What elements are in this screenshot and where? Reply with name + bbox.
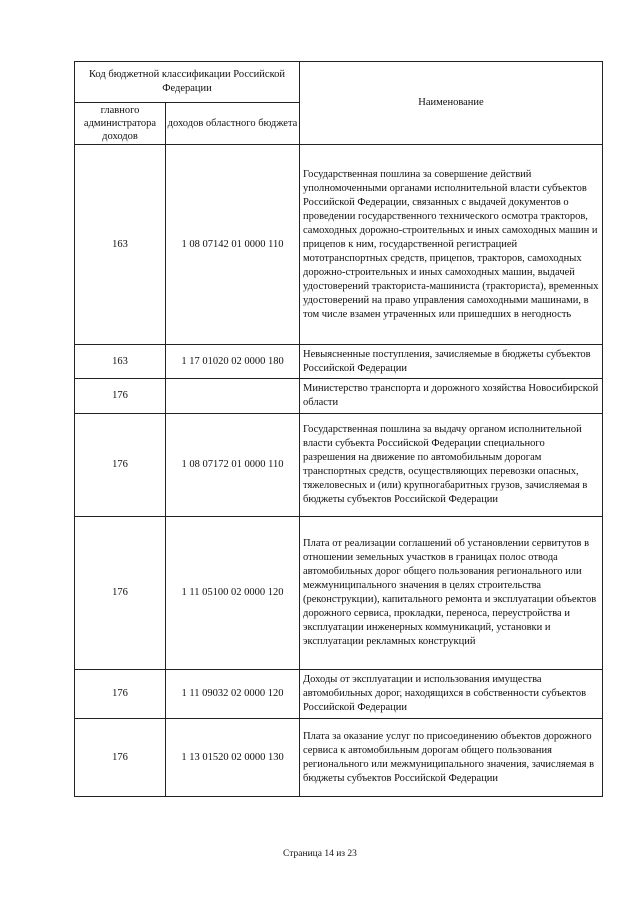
ministry-heading-cell: Министерство транспорта и дорожного хозяйства Новосибирской области (300, 379, 603, 414)
header-chief-administrator: главного администратора доходов (75, 103, 166, 145)
name-cell: Невыясненные поступления, зачисляемые в бюджеты субъектов Российской Федерации (300, 345, 603, 379)
name-cell: Доходы от эксплуатации и использования имущества автомобильных дорог, находящихся в собственности субъектов Российской Федерации (300, 670, 603, 719)
admin-code-cell: 176 (75, 414, 166, 517)
income-code-cell: 1 11 05100 02 0000 120 (166, 517, 300, 670)
admin-code-cell: 176 (75, 517, 166, 670)
header-regional-income: доходов областного бюджета (166, 103, 300, 145)
admin-code-cell: 176 (75, 719, 166, 797)
table-row (75, 719, 603, 797)
table-row (75, 379, 603, 414)
header-name: Наименование (300, 62, 603, 145)
admin-code-cell: 176 (75, 670, 166, 719)
admin-code-cell: 163 (75, 345, 166, 379)
name-cell: Государственная пошлина за совершение действий уполномоченными органами исполнительной власти субъектов Российской Федерации, связанных с выдачей документов о проведении государственного технического осмотра тракторов, самоходных дорожно-строительных и иных самоходных машин и прицепов к ним, государственной регистрацией мототранспортных средств, прицепов, тракторов, самоходных дорожно-строительных и иных самоходных машин, выдачей удостоверений тракториста-машиниста (тракториста), временных удостоверений на право управления самоходными машинами, в том числе взамен утраченных или пришедших в негодность (300, 145, 603, 345)
header-budget-code-group: Код бюджетной классификации Российской Федерации (75, 62, 300, 103)
income-code-cell: 1 11 09032 02 0000 120 (166, 670, 300, 719)
page-number: Страница 14 из 23 (283, 849, 357, 859)
table-row (75, 517, 603, 670)
income-code-cell: 1 08 07172 01 0000 110 (166, 414, 300, 517)
table-row (75, 670, 603, 719)
budget-classification-table (74, 61, 603, 797)
name-cell: Государственная пошлина за выдачу органом исполнительной власти субъекта Российской Федерации специального разрешения на движение по автомобильным дорогам транспортных средств, осуществляющих перевозки опасных, тяжеловесных и (или) крупногабаритных грузов, зачисляемая в бюджеты субъектов Российской Федерации (300, 414, 603, 517)
income-code-cell: 1 17 01020 02 0000 180 (166, 345, 300, 379)
table-row (75, 145, 603, 345)
table-row (75, 414, 603, 517)
admin-code-cell: 176 (75, 379, 166, 414)
table-row (75, 345, 603, 379)
income-code-cell: 1 13 01520 02 0000 130 (166, 719, 300, 797)
income-code-cell (166, 379, 300, 414)
name-cell: Плата от реализации соглашений об установлении сервитутов в отношении земельных участков в границах полос отвода автомобильных дорог общего пользования регионального или межмуниципального значения в целях строительства (реконструкции), капитального ремонта и эксплуатации объектов дорожного сервиса, прокладки, переноса, переустройства и эксплуатации инженерных коммуникаций, установки и эксплуатации рекламных конструкций (300, 517, 603, 670)
income-code-cell: 1 08 07142 01 0000 110 (166, 145, 300, 345)
admin-code-cell: 163 (75, 145, 166, 345)
name-cell: Плата за оказание услуг по присоединению объектов дорожного сервиса к автомобильным дорогам общего пользования регионального или межмуниципального значения, зачисляемая в бюджеты субъектов Российской Федерации (300, 719, 603, 797)
